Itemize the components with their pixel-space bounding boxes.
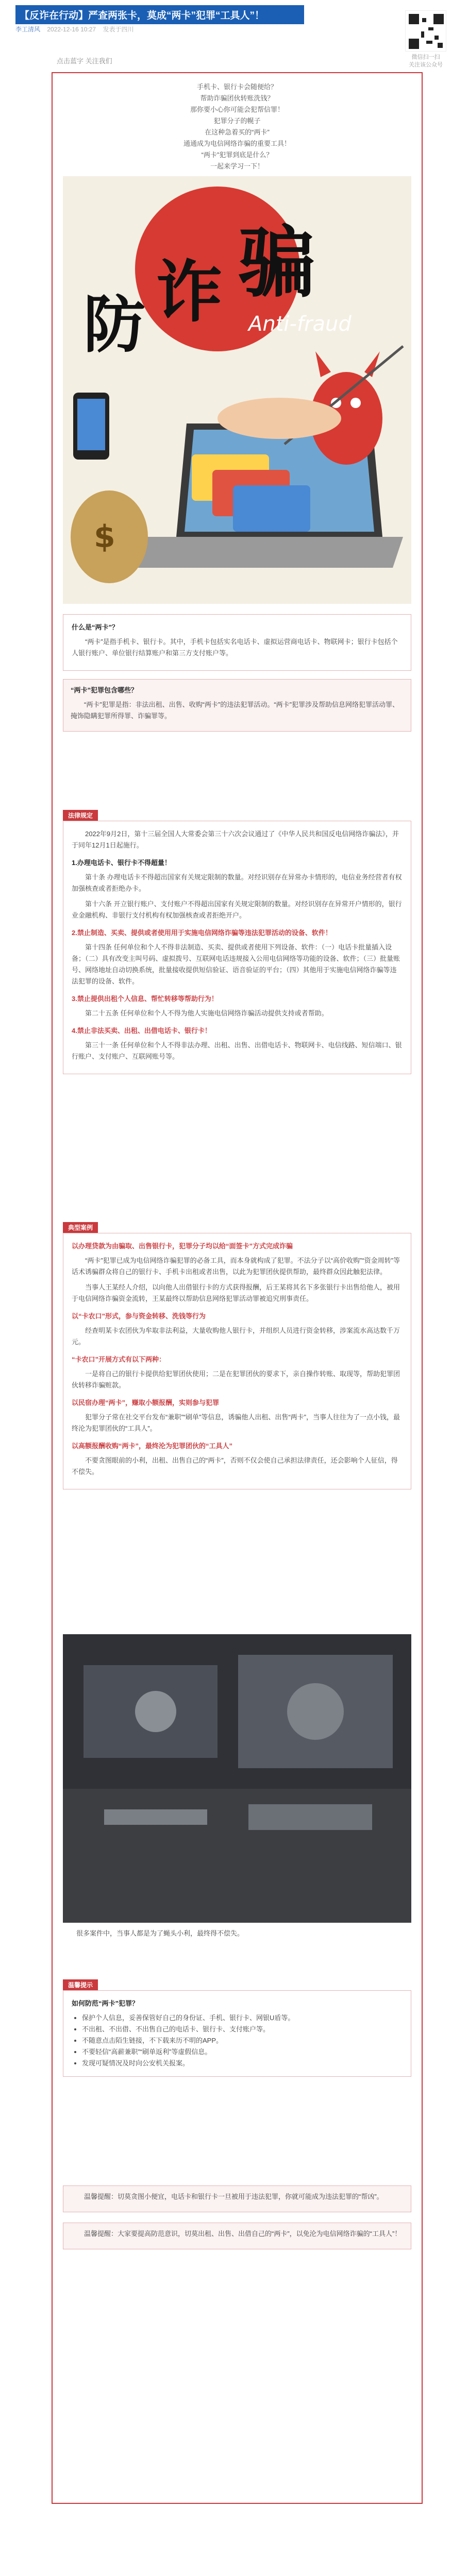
publish-date: 2022-12-16 10:27: [47, 26, 96, 33]
answer-text: 当事人王某经人介绍，以向他人出借银行卡的方式获得报酬，后王某将其名下多张银行卡出售给他人，被用于电信网络诈骗资金流转，王某最终以帮助信息网络犯罪活动罪被追究刑事责任。: [72, 1283, 400, 1302]
question-heading: 以办理贷款为由骗取、出售银行卡，犯罪分子均以给“面签卡”方式完成诈骗: [72, 1242, 293, 1250]
section-tag: 法律规定: [63, 810, 98, 821]
answer-text: 第十四条 任何单位和个人不得非法制造、买卖、提供或者使用下列设备、软件：（一）电话卡批量插入设备；（二）具有改变主叫号码、虚拟拨号、互联网电话违规接入公用电信网络等功能的设备、软件；（三）批量账号、网络地址自动切换系统，批量接收提供短信验证、语音验证的平台；（四）其他用于实施电信网络诈骗等违法犯罪的设备、软件。: [72, 943, 400, 985]
case-photo: [63, 1634, 411, 1923]
article-title: 【反诈在行动】严查两张卡，莫成“两卡”犯罪“工具人”！: [15, 5, 304, 24]
closing-text: 很多案件中，当事人都是为了蝇头小利，最终得不偿失。: [76, 1929, 244, 1937]
intro-line: 一起来学习一下！: [210, 162, 264, 170]
answer-text: 第三十一条 任何单位和个人不得非法办理、出租、出售、出借电话卡、物联网卡、电信线路、短信端口、银行账户、支付账户、互联网账号等。: [72, 1041, 402, 1060]
tip-item: • 保护个人信息，妥善保管好自己的身份证、手机、银行卡、网银U盾等。: [82, 2012, 403, 2024]
source-name-link[interactable]: 李工清风: [15, 26, 41, 33]
answer-text: “两卡”犯罪是指：非法出租、出售、收购“两卡”的违法犯罪活动。“两卡”犯罪涉及帮助信息网络犯罪活动罪、掩饰隐瞒犯罪所得罪、诈骗罪等。: [71, 701, 399, 720]
publish-location: 发表于四川: [103, 26, 134, 33]
poster-subtitle: Anti-fraud: [248, 312, 352, 336]
article-meta: [15, 25, 139, 33]
question-heading: “两卡”犯罪包含哪些？: [71, 686, 138, 694]
intro-line: 犯罪分子的幌子: [213, 117, 261, 125]
question-heading: 4.禁止非法买卖、出租、出借电话卡、银行卡！: [72, 1027, 211, 1035]
warning-text: 温馨提醒：切莫贪图小便宜，电话卡和银行卡一旦被用于违法犯罪，你就可能成为违法犯罪的“帮凶”。: [84, 2193, 383, 2200]
poster-char-3: 骗: [238, 218, 316, 308]
section-cases: [63, 1222, 411, 1489]
answer-text: 不要贪图眼前的小利，出租、出售自己的“两卡”，否则不仅会使自己承担法律责任，还会影响个人征信，得不偿失。: [72, 1456, 398, 1476]
poster-char-2: 诈: [156, 253, 223, 331]
warning-box: [63, 2223, 411, 2249]
section-legal: [63, 810, 411, 1074]
answer-text: 一是将自己的银行卡提供给犯罪团伙使用；二是在犯罪团伙的要求下，亲自操作转账、取现等，帮助犯罪团伙转移诈骗赃款。: [72, 1370, 400, 1389]
tip-item: • 发现可疑情况及时向公安机关报案。: [82, 2058, 403, 2069]
question-heading: 以高额报酬收购“两卡”，最终沦为犯罪团伙的“工具人”: [72, 1442, 233, 1450]
section-tips: [63, 1979, 411, 2077]
intro-line: 那你要小心你可能会犯帮信罪！: [190, 106, 284, 113]
answer-text: 第十六条 开立银行账户、支付账户不得超出国家有关规定限制的数量。对经识别存在异常开户情形的，银行业金融机构、非银行支付机构有权加强核查或者拒绝开户。: [72, 900, 402, 919]
svg-text:$: $: [94, 519, 115, 555]
section-tag: 温馨提示: [63, 1979, 98, 1990]
article-header: [0, 0, 468, 67]
intro-line: 通通成为电信网络诈骗的重要工具！: [183, 140, 291, 147]
question-heading: 什么是“两卡”？: [72, 623, 119, 631]
intro-verse: [53, 73, 422, 180]
paragraph: 2022年9月2日，第十三届全国人大常委会第三十六次会议通过了《中华人民共和国反电信网络诈骗法》，并于同年12月1日起施行。: [72, 830, 399, 849]
warning-block: [63, 2185, 411, 2249]
tip-item: • 不随意点击陌生链接，不下载来历不明的APP。: [82, 2035, 403, 2046]
answer-text: “两卡”犯罪已成为电信网络诈骗犯罪的必备工具，而本身就构成了犯罪。不法分子以“高价收购”“资金周转”等话术诱骗群众将自己的银行卡、手机卡出租或者出售，以此为犯罪团伙提供帮助，最终群众因此触犯法律。: [72, 1257, 400, 1276]
question-heading: “卡农口”开展方式有以下两种：: [72, 1355, 166, 1363]
answer-text: 第二十五条 任何单位和个人不得为他人实施电信网络诈骗活动提供支持或者帮助。: [85, 1009, 328, 1017]
question-heading: 2.禁止制造、买卖、提供或者使用用于实施电信网络诈骗等违法犯罪活动的设备、软件！: [72, 929, 332, 937]
question-heading: 以“卡农口”形式，参与资金转移、洗钱等行为: [72, 1312, 206, 1320]
section-what-is: [63, 614, 411, 732]
case-closing: [63, 1928, 411, 1943]
section-tag: 典型案例: [63, 1222, 98, 1233]
qr-code: [405, 10, 446, 52]
question-heading: 如何防范“两卡”犯罪？: [72, 1999, 139, 2007]
tip-item: • 不出租、不出借、不出售自己的电话卡、银行卡、支付账户等。: [82, 2024, 403, 2035]
warning-text: 温馨提醒：大家要提高防范意识，切莫出租、出售、出借自己的“两卡”，以免沦为电信网络诈骗的“工具人”！: [84, 2230, 402, 2238]
qr-caption: 微信扫一扫 关注该公众号: [409, 54, 443, 68]
answer-text: “两卡”是指手机卡、银行卡。其中，手机卡包括实名电话卡、虚拟运营商电话卡、物联网卡；银行卡包括个人银行账户、单位银行结算账户和第三方支付账户等。: [72, 638, 398, 657]
poster-char-1: 防: [83, 290, 145, 361]
intro-line: 在这种急着买的“两卡”: [205, 128, 270, 136]
subscribe-hint: 点击蓝字 关注我们: [57, 57, 112, 65]
quote-box: [63, 679, 411, 732]
answer-text: 犯罪分子常在社交平台发布“兼职”“刷单”等信息，诱骗他人出租、出售“两卡”，当事人往往为了一点小钱，最终沦为犯罪团伙的“工具人”。: [72, 1413, 400, 1432]
warning-box: [63, 2185, 411, 2212]
intro-line: 手机卡、银行卡会随便给？: [196, 83, 277, 91]
article-body-frame: [52, 72, 423, 2504]
question-heading: 1.办理电话卡、银行卡不得超量！: [72, 859, 171, 867]
intro-line: “两卡”犯罪到底是什么？: [201, 151, 273, 159]
anti-fraud-poster: [63, 176, 411, 604]
intro-line: 帮助诈骗团伙转账洗钱？: [200, 94, 274, 102]
answer-text: 第十条 办理电话卡不得超出国家有关规定限制的数量。对经识别存在异常办卡情形的，电信业务经营者有权加强核查或者拒绝办卡。: [72, 873, 402, 892]
question-heading: 3.禁止提供出租个人信息、帮忙转移等帮助行为！: [72, 995, 218, 1003]
question-heading: 以民宿办理“两卡”，赚取小额报酬，实则参与犯罪: [72, 1399, 220, 1406]
answer-text: 经查明某卡农团伙为牟取非法利益，大量收购他人银行卡，并组织人员进行资金转移，涉案流水高达数千万元。: [72, 1327, 400, 1346]
tip-item: • 不要轻信“高薪兼职”“刷单返利”等虚假信息。: [82, 2046, 403, 2058]
